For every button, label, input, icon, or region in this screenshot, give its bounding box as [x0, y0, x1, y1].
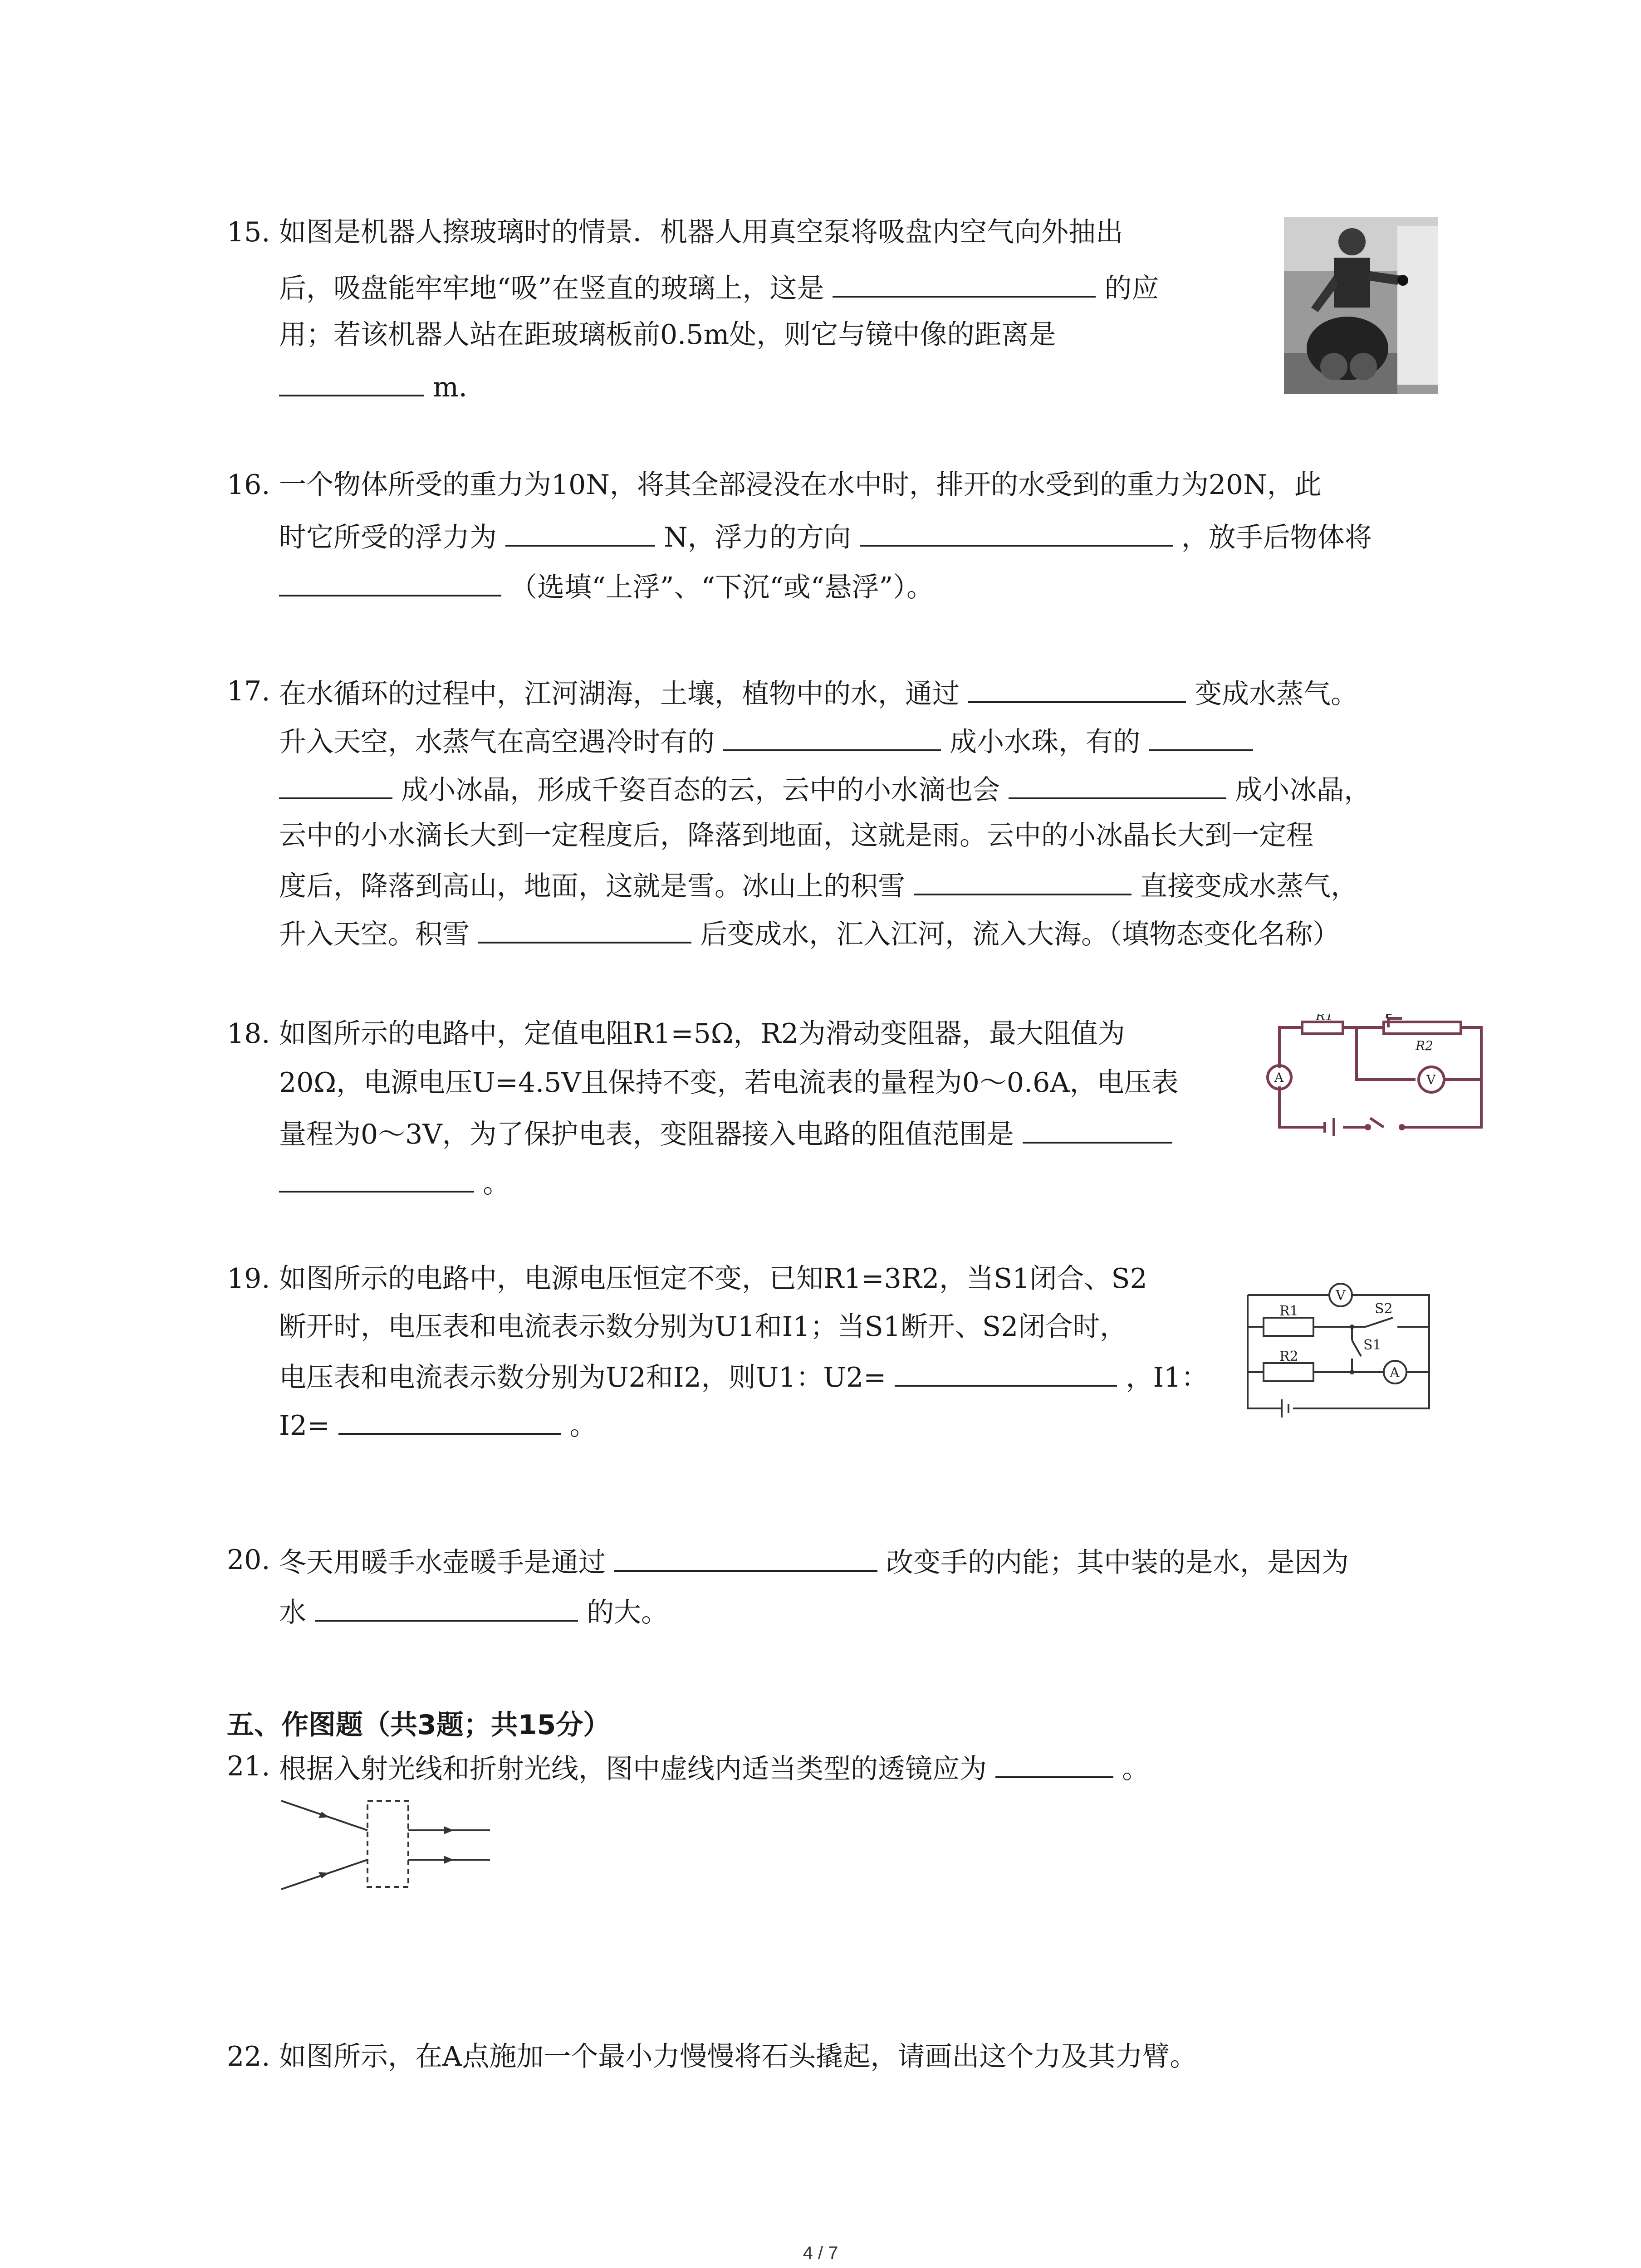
q19-line4a: I2= — [279, 1410, 330, 1442]
answer-blank[interactable] — [315, 1594, 578, 1622]
r1-label: R1 — [1316, 1014, 1333, 1023]
q15-line2b: 的应 — [1104, 273, 1159, 304]
q17-line2b: 成小水珠，有的 — [950, 726, 1141, 758]
p-label: P — [1385, 1014, 1393, 1021]
q21-line1a: 根据入射光线和折射光线，图中虚线内适当类型的透镜应为 — [279, 1753, 987, 1785]
lens-diagram — [277, 1796, 495, 1901]
answer-blank[interactable] — [1023, 1116, 1172, 1144]
q19-line4b: 。 — [569, 1410, 597, 1442]
question-number: 22. — [227, 2041, 270, 2072]
q18-line3: 量程为0～3V，为了保护电表，变阻器接入电路的阻值范围是 — [279, 1119, 1014, 1150]
answer-blank[interactable] — [279, 569, 501, 596]
q17-line6a: 升入天空。积雪 — [279, 919, 470, 950]
question-number: 21. — [227, 1750, 270, 1782]
q16-line2b: N，浮力的方向 — [664, 522, 851, 553]
answer-blank[interactable] — [1009, 772, 1226, 799]
s2-label: S2 — [1375, 1301, 1393, 1317]
q17-line1a: 在水循环的过程中，江河湖海，土壤，植物中的水，通过 — [279, 678, 960, 710]
q20-line1b: 改变手的内能；其中装的是水，是因为 — [886, 1547, 1349, 1579]
q19-line3b: ，I1： — [1126, 1362, 1209, 1393]
page-number: 4 / 7 — [803, 2243, 838, 2263]
answer-blank[interactable] — [614, 1545, 877, 1572]
answer-blank[interactable] — [895, 1359, 1117, 1387]
answer-blank[interactable] — [968, 676, 1186, 703]
voltmeter-label: V — [1336, 1288, 1346, 1304]
q15-line3: 用；若该机器人站在距玻璃板前0.5m处，则它与镜中像的距离是 — [279, 319, 1056, 351]
q19-line2: 断开时，电压表和电流表示数分别为U1和I1；当S1断开、S2闭合时， — [279, 1311, 1127, 1343]
voltmeter-label: V — [1426, 1072, 1436, 1087]
question-number: 20. — [227, 1544, 270, 1576]
question-number: 18. — [227, 1018, 270, 1050]
q18-line2: 20Ω，电源电压U=4.5V且保持不变，若电流表的量程为0～0.6A，电压表 — [279, 1067, 1179, 1099]
answer-blank[interactable] — [505, 519, 655, 547]
robot-photo — [1284, 217, 1438, 394]
q21-line1b: 。 — [1122, 1753, 1150, 1785]
q17-line3b: 成小冰晶， — [1235, 774, 1372, 806]
r1-label: R1 — [1279, 1303, 1298, 1319]
answer-blank[interactable] — [860, 519, 1173, 547]
answer-blank[interactable] — [995, 1751, 1113, 1778]
answer-blank[interactable] — [914, 868, 1132, 895]
q17-line5a: 度后，降落到高山，地面，这就是雪。冰山上的积雪 — [279, 870, 905, 902]
q19-line1: 如图所示的电路中，电源电压恒定不变，已知R1=3R2，当S1闭合、S2 — [279, 1263, 1147, 1295]
q16-line1: 一个物体所受的重力为10N，将其全部浸没在水中时，排开的水受到的重力为20N，此 — [279, 469, 1322, 501]
r2-label: R2 — [1279, 1349, 1298, 1364]
q17-line6b: 后变成水，汇入江河，流入大海。（填物态变化名称） — [700, 919, 1340, 950]
q15-line1: 如图是机器人擦玻璃时的情景．机器人用真空泵将吸盘内空气向外抽出 — [279, 216, 1123, 248]
q18-line4: 。 — [483, 1168, 510, 1199]
q20-line2b: 的大。 — [587, 1597, 669, 1628]
circuit-diagram-18 — [1266, 1014, 1488, 1145]
q15-line4: m． — [433, 371, 486, 403]
answer-blank[interactable] — [1149, 724, 1253, 751]
q16-line3: （选填“上浮”、“下沉“或“悬浮”）。 — [510, 572, 934, 603]
q17-line5b: 直接变成水蒸气， — [1140, 870, 1358, 902]
q18-line1: 如图所示的电路中，定值电阻R1=5Ω，R2为滑动变阻器，最大阻值为 — [279, 1018, 1125, 1050]
answer-blank[interactable] — [478, 916, 691, 943]
answer-blank[interactable] — [279, 369, 424, 396]
section-heading: 五、作图题（共3题；共15分） — [227, 1709, 611, 1741]
q20-line1a: 冬天用暖手水壶暖手是通过 — [279, 1547, 606, 1579]
question-number: 19. — [227, 1263, 270, 1295]
q20-line2a: 水 — [279, 1597, 306, 1628]
circuit-diagram-19 — [1239, 1268, 1443, 1418]
q16-line2a: 时它所受的浮力为 — [279, 522, 497, 553]
answer-blank[interactable] — [338, 1408, 561, 1435]
answer-blank[interactable] — [279, 772, 392, 799]
ammeter-label: A — [1390, 1365, 1400, 1381]
q19-line3a: 电压表和电流表示数分别为U2和I2，则U1：U2= — [279, 1362, 887, 1393]
answer-blank[interactable] — [723, 724, 941, 751]
q17-line1b: 变成水蒸气。 — [1195, 678, 1358, 710]
q15-line2a: 后，吸盘能牢牢地“吸”在竖直的玻璃上，这是 — [279, 273, 824, 304]
q16-line2c: ，放手后物体将 — [1181, 522, 1372, 553]
question-number: 16. — [227, 469, 270, 501]
s1-label: S1 — [1363, 1337, 1381, 1353]
q17-line4: 云中的小水滴长大到一定程度后，降落到地面，这就是雨。云中的小冰晶长大到一定程 — [279, 820, 1313, 851]
question-number: 15. — [227, 216, 270, 248]
q17-line3a: 成小冰晶，形成千姿百态的云，云中的小水滴也会 — [401, 774, 1000, 806]
question-number: 17. — [227, 675, 270, 707]
answer-blank[interactable] — [833, 270, 1096, 298]
ammeter-label: A — [1274, 1070, 1284, 1085]
answer-blank[interactable] — [279, 1165, 474, 1193]
q17-line2a: 升入天空，水蒸气在高空遇冷时有的 — [279, 726, 715, 758]
q22-line1: 如图所示，在A点施加一个最小力慢慢将石头撬起，请画出这个力及其力臂。 — [279, 2041, 1197, 2072]
r2-label: R2 — [1416, 1038, 1433, 1053]
